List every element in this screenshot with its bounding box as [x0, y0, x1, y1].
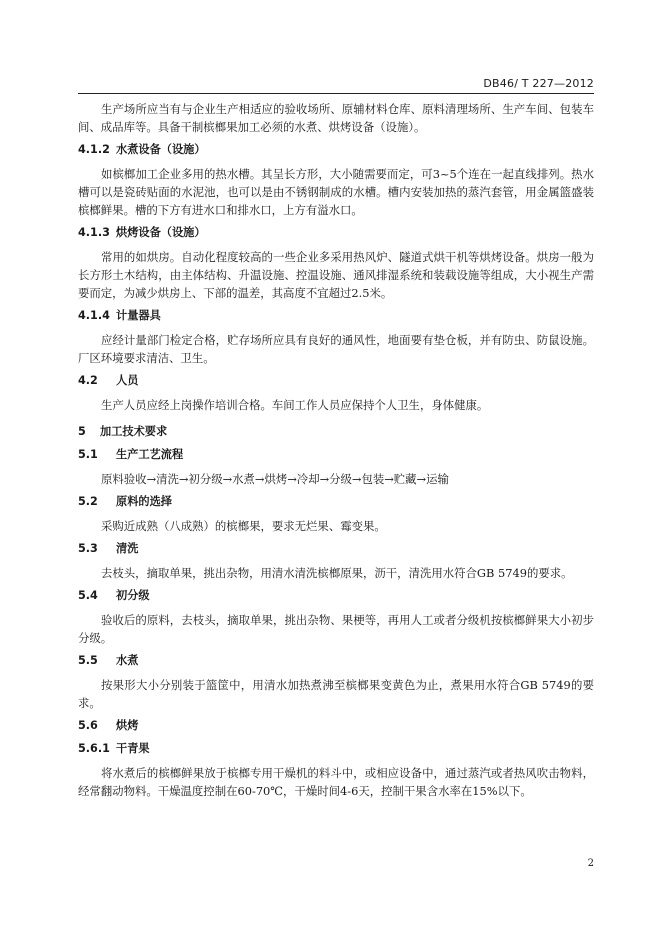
section-number: 4.1.3 [78, 226, 110, 239]
section-number: 4.1.2 [78, 143, 110, 156]
section-heading [78, 225, 594, 241]
paragraph: 如槟榔加工企业多用的热水槽。其呈长方形，大小随需要而定，可3~5个连在一起直线排列。热水槽可以是瓷砖贴面的水泥池，也可以是由不锈钢制成的水槽。槽内安装加热的蒸汽套管，用金属篮盛装槟榔鲜果。槽的下方有进水口和排水口，上方有溢水口。 [78, 167, 594, 217]
section-heading [78, 718, 594, 734]
section-number: 5.2 [78, 495, 98, 508]
section-number: 5.4 [78, 589, 98, 602]
section-title: 初分级 [116, 589, 150, 602]
document-body [78, 100, 594, 806]
chapter-title: 加工技术要求 [100, 425, 168, 438]
paragraph: 常用的如烘房。自动化程度较高的一些企业多采用热风炉、隧道式烘干机等烘烤设备。烘房一般为长方形土木结构，由主体结构、升温设施、控温设施、通风排湿系统和装载设施等组成，大小视生产需要而定，为减少烘房上、下部的温差，其高度不宜超过2.5米。 [78, 250, 594, 300]
section-number: 4.2 [78, 374, 98, 387]
process-flow: 原料验收→清洗→初分级→水煮→烘烤→冷却→分级→包装→贮藏→运输 [101, 472, 449, 486]
paragraph: 验收后的原料，去枝头，摘取单果，挑出杂物、果梗等，再用人工或者分级机按槟榔鲜果大小初步分级。 [78, 613, 594, 645]
chapter-heading [78, 424, 594, 440]
section-number: 5.6 [78, 719, 98, 732]
section-title: 计量器具 [116, 309, 161, 322]
section-heading [78, 588, 594, 604]
section-title: 烘烤设备（设施） [116, 226, 206, 239]
section-title: 水煮设备（设施） [116, 143, 206, 156]
paragraph: 采购近成熟（八成熟）的槟榔果，要求无烂果、霉变果。 [101, 519, 386, 533]
section-title: 原料的选择 [116, 495, 172, 508]
section-heading [78, 741, 594, 757]
section-title: 人员 [116, 374, 139, 387]
section-number: 5.1 [78, 448, 98, 461]
section-heading [78, 541, 594, 557]
section-title: 干青果 [116, 742, 150, 755]
paragraph: 应经计量部门检定合格，贮存场所应具有良好的通风性，地面要有垫仓板，并有防虫、防鼠设施。厂区环境要求清洁、卫生。 [78, 333, 594, 365]
section-title: 清洗 [116, 542, 139, 555]
page-number: 2 [587, 858, 594, 869]
paragraph: 去枝头，摘取单果，挑出杂物，用清水清洗槟榔原果，沥干，清洗用水符合GB 5749的要求。 [101, 566, 573, 580]
section-heading [78, 142, 594, 158]
section-heading [78, 373, 594, 389]
chapter-number: 5 [78, 425, 86, 438]
paragraph: 生产场所应当有与企业生产相适应的验收场所、原辅材料仓库、原料清理场所、生产车间、包装车间、成品库等。具备干制槟榔果加工必须的水煮、烘烤设备（设施）。 [78, 102, 594, 134]
section-heading [78, 308, 594, 324]
section-number: 5.6.1 [78, 742, 110, 755]
section-title: 烘烤 [116, 719, 139, 732]
section-heading [78, 447, 594, 463]
section-number: 4.1.4 [78, 309, 110, 322]
section-heading [78, 494, 594, 510]
section-number: 5.3 [78, 542, 98, 555]
paragraph: 按果形大小分别装于篮筐中，用清水加热煮沸至槟榔果变黄色为止，煮果用水符合GB 5749的要求。 [78, 678, 594, 710]
section-heading [78, 653, 594, 669]
section-number: 5.5 [78, 654, 98, 667]
section-title: 生产工艺流程 [116, 448, 184, 461]
standard-code: DB46/ T 227—2012 [483, 77, 594, 90]
section-title: 水煮 [116, 654, 139, 667]
paragraph: 将水煮后的槟榔鲜果放于槟榔专用干燥机的料斗中，或相应设备中，通过蒸汽或者热风吹击物料，经常翻动物料。干燥温度控制在60-70℃，干燥时间4-6天，控制干果含水率在15%以下。 [78, 766, 594, 798]
header-rule [78, 93, 594, 94]
paragraph: 生产人员应经上岗操作培训合格。车间工作人员应保持个人卫生，身体健康。 [101, 398, 489, 412]
